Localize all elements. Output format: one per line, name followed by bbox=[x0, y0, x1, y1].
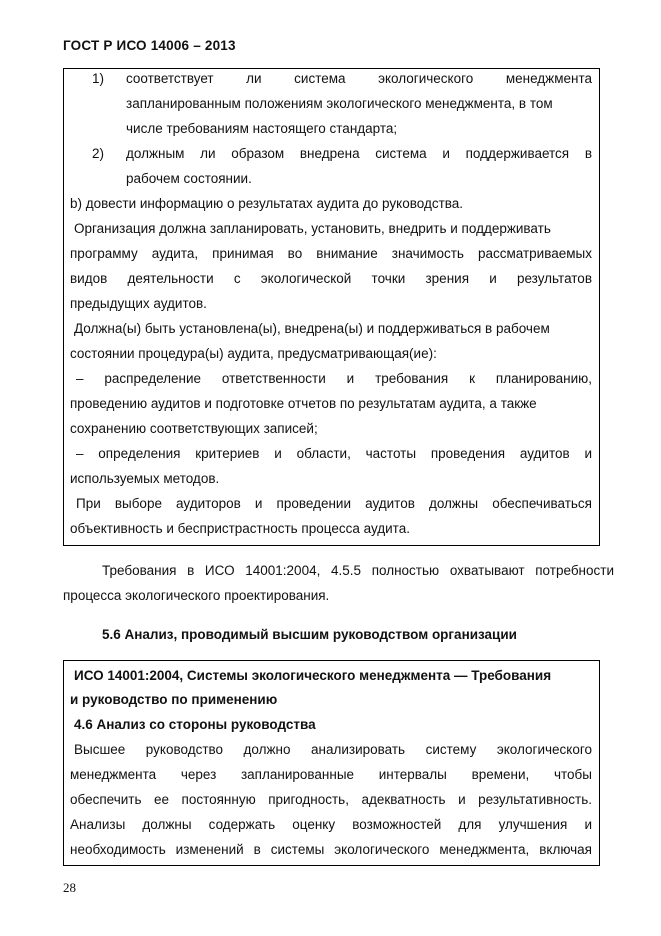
box-line: b) довести информацию о результатах аудита до руководства. bbox=[70, 196, 464, 211]
box-line: запланированным положениям экологического менеджмента, в том bbox=[126, 96, 553, 111]
body-paragraph-line: Требования в ИСО 14001:2004, 4.5.5 полностью охватывают потребности bbox=[102, 563, 614, 578]
box-line: Анализы должны содержать оценку возможностей для улучшения и bbox=[70, 817, 592, 832]
box-line: обеспечить ее постоянную пригодность, адекватность и результативность. bbox=[70, 792, 592, 807]
box-subheading: 4.6 Анализ со стороны руководства bbox=[74, 717, 316, 732]
box-line: Высшее руководство должно анализировать систему экологического bbox=[74, 742, 592, 757]
box-line: – определения критериев и области, частоты проведения аудитов и bbox=[76, 446, 592, 461]
list-number: 2) bbox=[92, 146, 105, 161]
box-line: Организация должна запланировать, установить, внедрить и поддерживать bbox=[74, 221, 551, 236]
section-heading: 5.6 Анализ, проводимый высшим руководством организации bbox=[102, 627, 517, 642]
box-line: числе требованиям настоящего стандарта; bbox=[126, 121, 398, 136]
box-line: сохранению соответствующих записей; bbox=[70, 421, 318, 436]
box-line: предыдущих аудитов. bbox=[70, 296, 207, 311]
document-header: ГОСТ Р ИСО 14006 – 2013 bbox=[63, 38, 236, 53]
quoted-standard-box bbox=[63, 660, 600, 866]
box-title: и руководство по применению bbox=[70, 692, 278, 707]
box-line: проведению аудитов и подготовке отчетов по результатам аудита, а также bbox=[70, 396, 537, 411]
box-line: необходимость изменений в системы экологического менеджмента, включая bbox=[70, 842, 592, 857]
box-line: состоянии процедура(ы) аудита, предусматривающая(ие): bbox=[70, 346, 437, 361]
box-line: должным ли образом внедрена система и поддерживается в bbox=[126, 146, 592, 161]
box-line: соответствует ли система экологического менеджмента bbox=[126, 71, 592, 86]
box-line: рабочем состоянии. bbox=[126, 171, 252, 186]
box-line: используемых методов. bbox=[70, 471, 220, 486]
box-line: При выборе аудиторов и проведении аудитов должны обеспечиваться bbox=[76, 496, 592, 511]
page-number: 28 bbox=[63, 880, 76, 895]
box-line: – распределение ответственности и требования к планированию, bbox=[76, 371, 592, 386]
list-number: 1) bbox=[92, 71, 105, 86]
box-line: объективность и беспристрастность процесса аудита. bbox=[70, 521, 410, 536]
box-line: программу аудита, принимая во внимание значимость рассматриваемых bbox=[70, 246, 592, 261]
box-line: менеджмента через запланированные интервалы времени, чтобы bbox=[70, 767, 592, 782]
box-line: видов деятельности с экологической точки зрения и результатов bbox=[70, 271, 592, 286]
body-paragraph-line: процесса экологического проектирования. bbox=[63, 588, 330, 603]
box-title: ИСО 14001:2004, Системы экологического менеджмента — Требования bbox=[74, 668, 552, 683]
box-line: Должна(ы) быть установлена(ы), внедрена(ы) и поддерживаться в рабочем bbox=[74, 321, 550, 336]
